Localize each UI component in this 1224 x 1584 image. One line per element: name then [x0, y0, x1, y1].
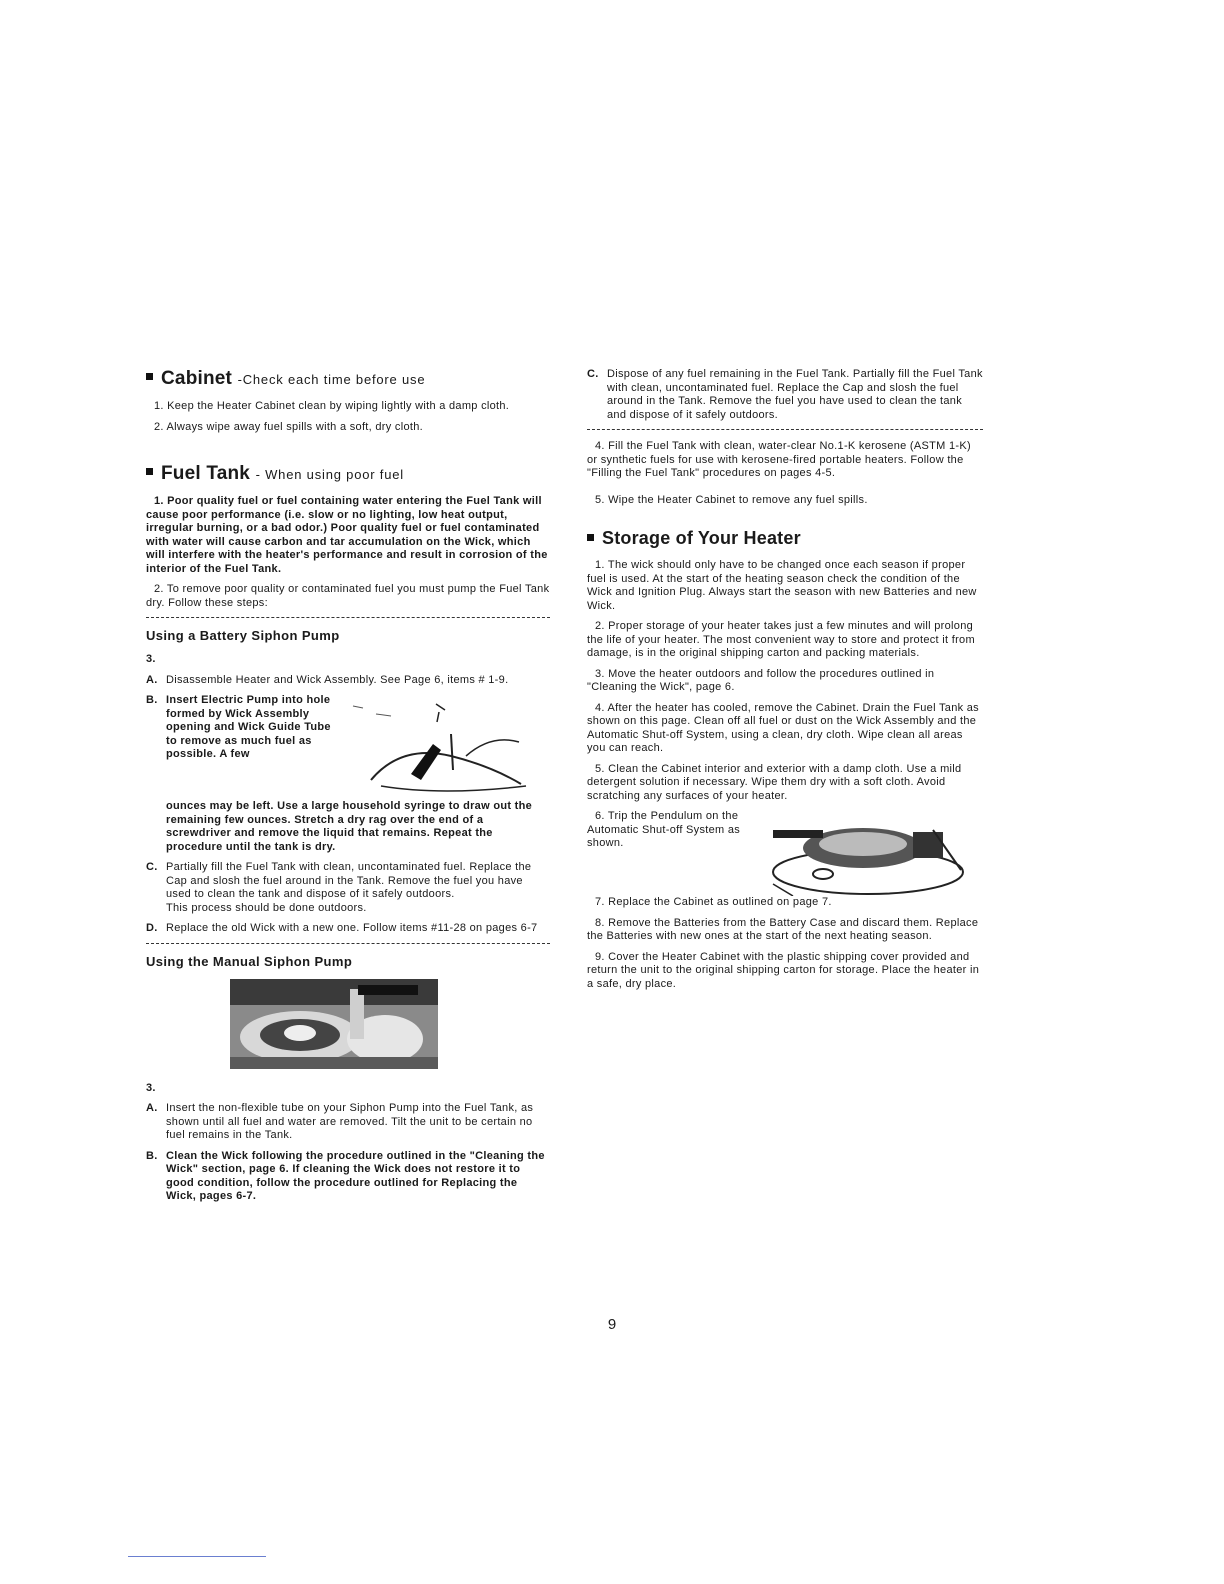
- footer-rule: [128, 1556, 266, 1557]
- battery-step-d: D. Replace the old Wick with a new one. Follow items #11-28 on pages 6-7: [146, 922, 538, 934]
- pendulum-shutoff-illustration: [763, 810, 968, 896]
- divider: [146, 617, 550, 618]
- electric-pump-illustration: [341, 694, 546, 800]
- fill-tank-item-4: 4. Fill the Fuel Tank with clean, water-clear No.1-K kerosene (ASTM 1-K) or synthetic fuels for use with kerosene-fired portable heaters. Follow the "Filling the Fuel Tank" procedures on pages 4-5.: [587, 440, 971, 479]
- storage-item-3: 3. Move the heater outdoors and follow the procedures outlined in "Cleaning the Wick", page 6.: [587, 667, 935, 693]
- storage-item-7: 7. Replace the Cabinet as outlined on page 7.: [595, 896, 832, 908]
- storage-item-2: 2. Proper storage of your heater takes just a few minutes and will prolong the life of your heater. The most convenient way to store and protect it from damage, is in the original shipping carton and packing materials.: [587, 620, 975, 659]
- bullet-icon: [146, 468, 153, 475]
- right-step-c: C. Dispose of any fuel remaining in the Fuel Tank. Partially fill the Fuel Tank with clean, uncontaminated fuel. Replace the Cap and slosh the fuel around in the Tank. Remove the fuel you have used to clean the tank and dispose of it safely outdoors.: [587, 368, 983, 421]
- fuel-tank-item-1: 1. Poor quality fuel or fuel containing water entering the Fuel Tank will cause poor performance (i.e. slow or no lighting, low heat output, irregular burning, or a bad odor.) Poor quality fuel or fuel contaminated with water will cause carbon and tar accumulation on the Wick, which will interfere with the heater's performance and result in corrosion of the interior of the Fuel Tank.: [146, 495, 548, 575]
- manual-pump-heading: Using the Manual Siphon Pump: [146, 953, 353, 969]
- divider: [146, 943, 550, 944]
- manual-step-number: 3.: [146, 1081, 156, 1094]
- battery-step-a: A. Disassemble Heater and Wick Assembly. See Page 6, items # 1-9.: [146, 673, 509, 686]
- page-number: 9: [607, 1316, 617, 1333]
- cabinet-item-1: 1. Keep the Heater Cabinet clean by wiping lightly with a damp cloth.: [154, 400, 510, 412]
- battery-step-c: C. Partially fill the Fuel Tank with clean, uncontaminated fuel. Replace the Cap and slosh the fuel around in the Tank. Remove the fuel you have used to clean the tank and dispose of it safely outdoors.: [146, 861, 532, 900]
- fuel-tank-heading: Fuel Tank - When using poor fuel: [146, 463, 550, 485]
- storage-item-6: 6. Trip the Pendulum on the Automatic Shut-off System as shown.: [587, 810, 741, 849]
- cabinet-item-2: 2. Always wipe away fuel spills with a soft, dry cloth.: [154, 420, 423, 433]
- divider: [587, 429, 983, 430]
- battery-step-b: B. Insert Electric Pump into hole formed by Wick Assembly opening and Wick Guide Tube to remove as much fuel as possible. A few: [146, 694, 331, 760]
- storage-item-4: 4. After the heater has cooled, remove the Cabinet. Drain the Fuel Tank as shown on this page. Clean off all fuel or dust on the Wick Assembly and the Automatic Shut-off System, using a clean, dry cloth. Wipe clean all areas you can reach.: [587, 701, 979, 754]
- storage-item-9: 9. Cover the Heater Cabinet with the plastic shipping cover provided and return the unit to the original shipping carton for storage. Place the heater in a safe, dry place.: [587, 950, 980, 990]
- manual-step-a: A. Insert the non-flexible tube on your Siphon Pump into the Fuel Tank, as shown until all fuel and water are removed. Tilt the unit to be certain no fuel remains in the Tank.: [146, 1102, 534, 1141]
- battery-step-b-cont: ounces may be left. Use a large household syringe to draw out the remaining few ounces. Stretch a dry rag over the end of a screwdriver and remove the liquid that remains. Repeat the procedure until the tank is dry.: [166, 800, 533, 853]
- storage-item-8: 8. Remove the Batteries from the Battery Case and discard them. Replace the Batteries with new ones at the start of the next heating season.: [587, 916, 979, 942]
- battery-step-c-note: This process should be done outdoors.: [166, 901, 367, 914]
- battery-pump-heading: Using a Battery Siphon Pump: [146, 628, 340, 643]
- left-column: [146, 368, 550, 1211]
- right-column: [587, 368, 983, 998]
- bullet-icon: [146, 373, 153, 380]
- bullet-icon: [587, 534, 594, 541]
- manual-pump-photo: [146, 979, 550, 1074]
- cabinet-heading: Cabinet -Check each time before use: [146, 368, 550, 390]
- storage-item-5: 5. Clean the Cabinet interior and exterior with a damp cloth. Use a mild detergent solution if necessary. Wipe them dry with a soft cloth. Avoid scratching any surfaces of your heater.: [587, 762, 962, 802]
- storage-heading: Storage of Your Heater: [587, 528, 983, 549]
- storage-item-1: 1. The wick should only have to be changed once each season if proper fuel is used. At the start of the heating season check the condition of the Wick and Ignition Plug. Always start the season with new Batteries and new Wick.: [587, 559, 977, 612]
- manual-step-b: B. Clean the Wick following the procedure outlined in the "Cleaning the Wick" section, page 6. If cleaning the Wick does not restore it to good condition, follow the procedure outlined for Replacing the Wick, pages 6-7.: [146, 1149, 545, 1202]
- wipe-cabinet-item-5: 5. Wipe the Heater Cabinet to remove any fuel spills.: [595, 493, 868, 506]
- battery-step-number: 3.: [146, 653, 156, 665]
- fuel-tank-item-2: 2. To remove poor quality or contaminated fuel you must pump the Fuel Tank dry. Follow these steps:: [146, 583, 550, 609]
- battery-step-b-row: [146, 694, 550, 800]
- storage-item-6-row: [587, 810, 983, 896]
